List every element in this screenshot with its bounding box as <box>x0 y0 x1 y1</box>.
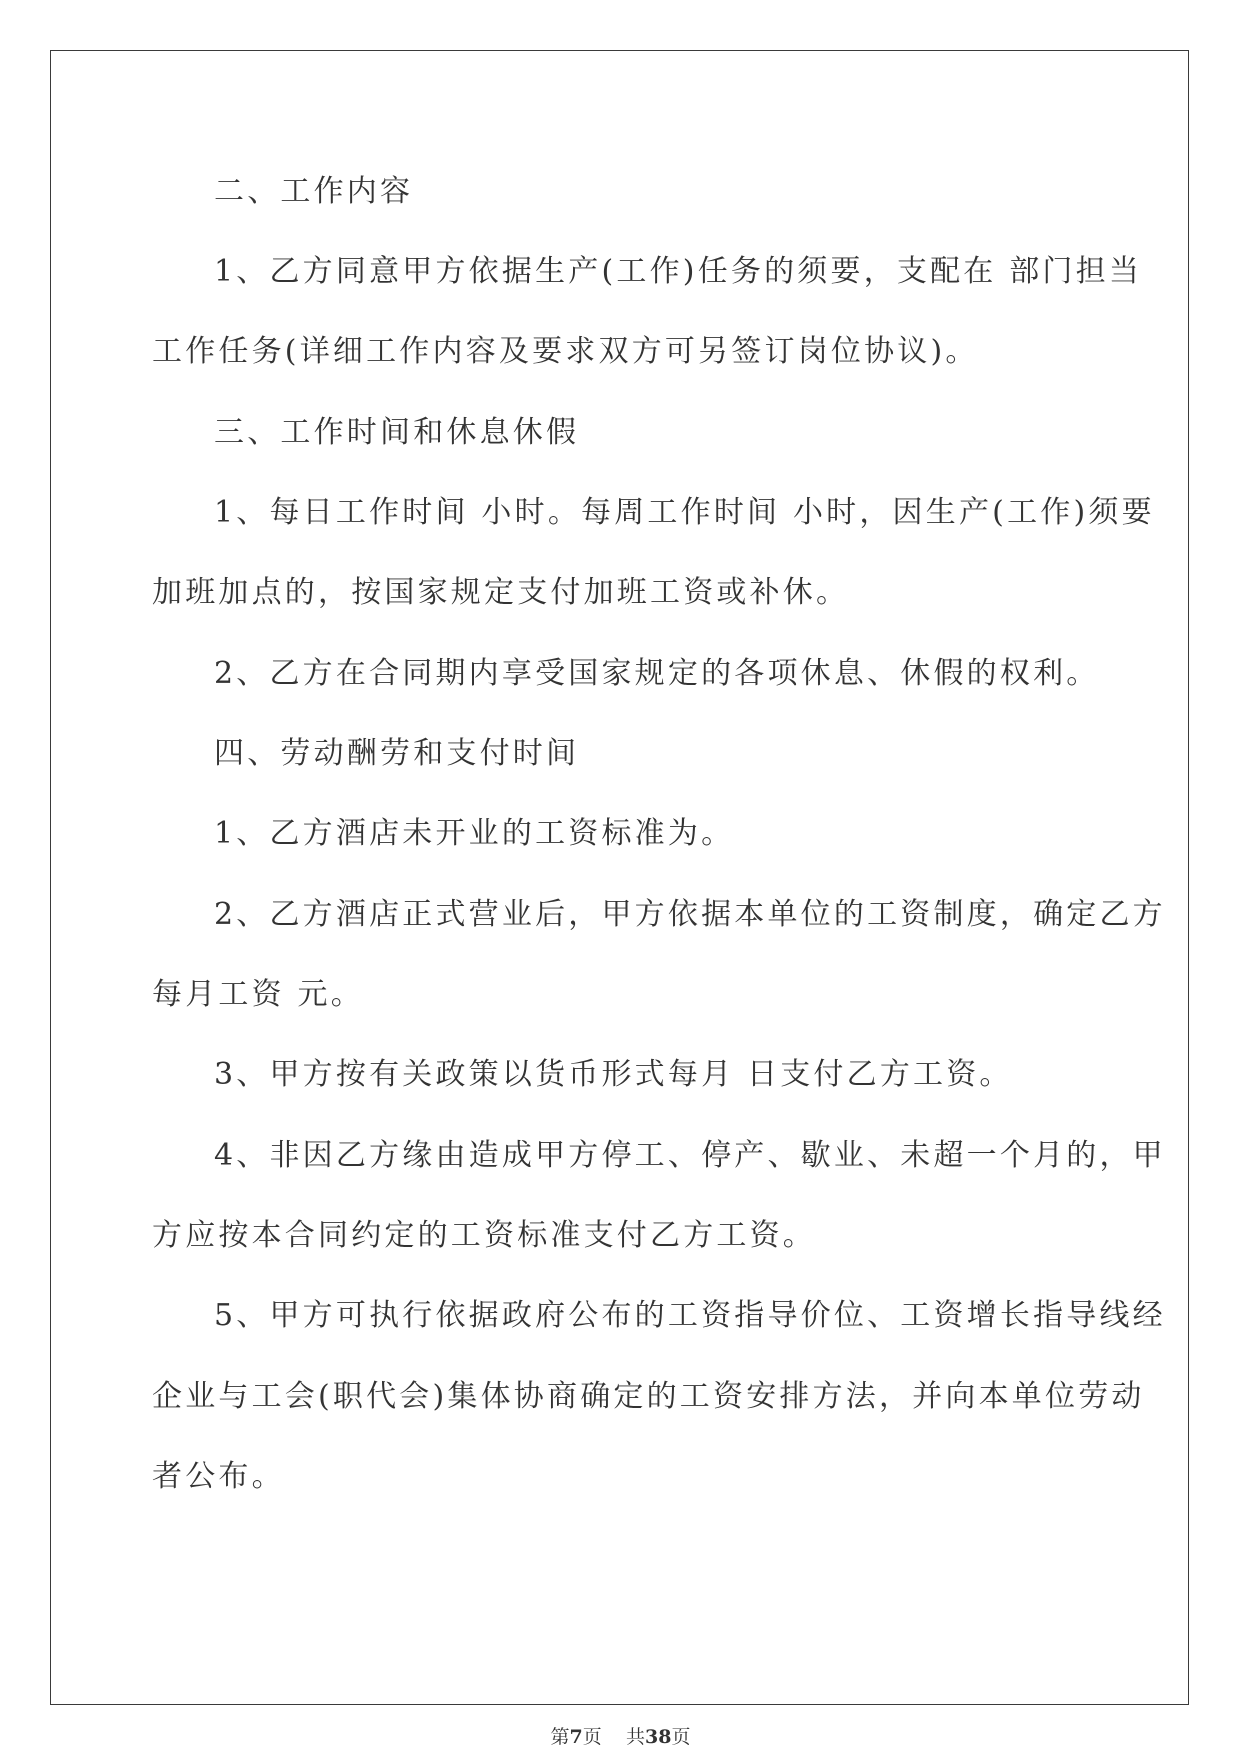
paragraph-line: 方应按本合同约定的工资标准支付乙方工资。 <box>152 1218 816 1253</box>
section-heading-2: 二、工作内容 <box>214 174 414 209</box>
total-pages: 38 <box>644 1726 672 1748</box>
section-heading-4: 四、劳动酬劳和支付时间 <box>214 736 580 771</box>
paragraph-line: 1、乙方同意甲方依据生产(工作)任务的须要，支配在 部门担当 <box>214 254 1143 289</box>
paragraph-line: 者公布。 <box>152 1459 285 1494</box>
paragraph-line: 每月工资 元。 <box>152 977 364 1012</box>
section-heading-3: 三、工作时间和休息休假 <box>214 415 580 450</box>
paragraph-line: 5、甲方可执行依据政府公布的工资指导价位、工资增长指导线经 <box>214 1298 1166 1333</box>
paragraph-line: 2、乙方酒店正式营业后，甲方依据本单位的工资制度，确定乙方 <box>214 897 1166 932</box>
total-suffix: 页 <box>671 1726 691 1748</box>
page-footer <box>0 1722 1241 1749</box>
paragraph-line: 工作任务(详细工作内容及要求双方可另签订岗位协议)。 <box>152 334 979 369</box>
paragraph-line: 2、乙方在合同期内享受国家规定的各项休息、休假的权利。 <box>214 656 1100 691</box>
paragraph-line: 企业与工会(职代会)集体协商确定的工资安排方法，并向本单位劳动 <box>152 1379 1145 1414</box>
paragraph-line: 1、每日工作时间 小时。每周工作时间 小时，因生产(工作)须要 <box>214 495 1155 530</box>
total-prefix: 共 <box>625 1726 645 1748</box>
page-number: 7 <box>569 1726 583 1748</box>
page-prefix: 第 <box>550 1726 570 1748</box>
page-frame <box>50 50 1189 1705</box>
paragraph-line: 1、乙方酒店未开业的工资标准为。 <box>214 816 735 851</box>
paragraph-line: 4、非因乙方缘由造成甲方停工、停产、歇业、未超一个月的，甲 <box>214 1138 1166 1173</box>
page-suffix: 页 <box>582 1726 602 1748</box>
paragraph-line: 3、甲方按有关政策以货币形式每月 日支付乙方工资。 <box>214 1057 1013 1092</box>
paragraph-line: 加班加点的，按国家规定支付加班工资或补休。 <box>152 575 850 610</box>
